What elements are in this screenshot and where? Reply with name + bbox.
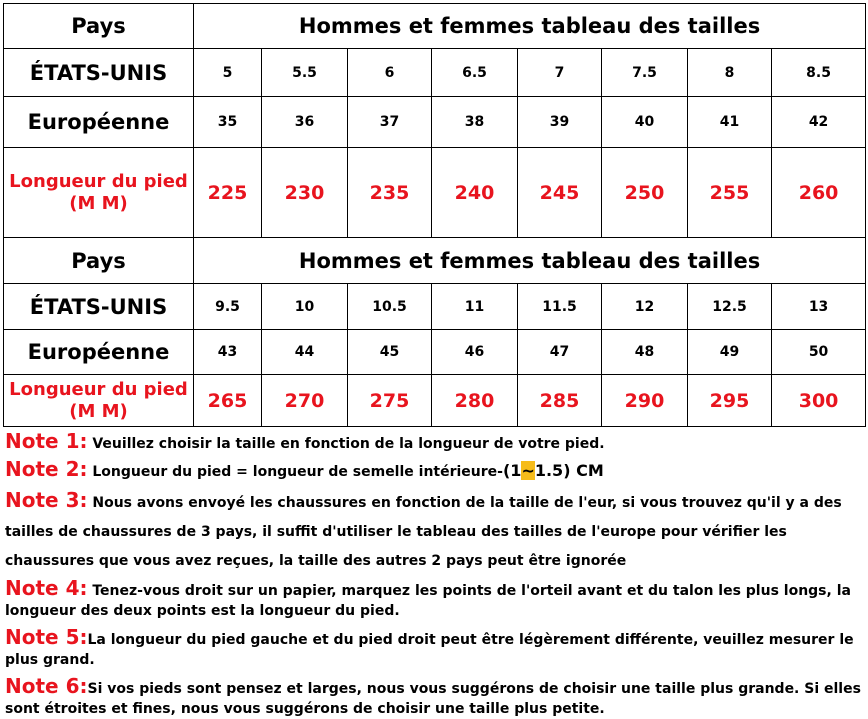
note-text: Longueur du pied = longueur de semelle intérieure-: [87, 464, 503, 480]
cell-us: 11: [432, 284, 518, 330]
cell-eu: 49: [688, 330, 772, 375]
cell-us: 12.5: [688, 284, 772, 330]
header-pays: Pays: [4, 238, 194, 284]
header-pays: Pays: [4, 4, 194, 49]
note-5: [5, 627, 863, 670]
note-tag: Note 1:: [5, 429, 88, 453]
cell-foot: 260: [772, 148, 866, 238]
note-6: [5, 676, 863, 719]
foot-length-label: Longueur du pied: [9, 170, 188, 192]
cell-eu: 43: [194, 330, 262, 375]
cell-foot: 255: [688, 148, 772, 238]
cell-foot: 250: [602, 148, 688, 238]
cell-us: 10.5: [348, 284, 432, 330]
cell-foot: 225: [194, 148, 262, 238]
note-range-open: (1: [502, 461, 522, 480]
cell-foot: 275: [348, 375, 432, 427]
cell-eu: 38: [432, 97, 518, 148]
row-label-us: ÉTATS-UNIS: [4, 284, 194, 330]
row-label-us: ÉTATS-UNIS: [4, 49, 194, 97]
cell-eu: 45: [348, 330, 432, 375]
row-label-eu: Européenne: [4, 330, 194, 375]
note-1: [5, 430, 863, 455]
note-3: [5, 486, 863, 576]
cell-foot: 270: [262, 375, 348, 427]
cell-us: 5: [194, 49, 262, 97]
note-tag: Note 3:: [5, 488, 88, 512]
cell-us: 10: [262, 284, 348, 330]
cell-us: 5.5: [262, 49, 348, 97]
cell-us: 12: [602, 284, 688, 330]
cell-foot: 290: [602, 375, 688, 427]
cell-us: 13: [772, 284, 866, 330]
notes-section: [5, 430, 863, 719]
cell-us: 8: [688, 49, 772, 97]
cell-foot: 295: [688, 375, 772, 427]
cell-foot: 230: [262, 148, 348, 238]
table-title: Hommes et femmes tableau des tailles: [194, 4, 866, 49]
table-title: Hommes et femmes tableau des tailles: [194, 238, 866, 284]
cell-foot: 300: [772, 375, 866, 427]
cell-us: 6: [348, 49, 432, 97]
note-text: Veuillez choisir la taille en fonction de la longueur de votre pied.: [87, 436, 605, 452]
cell-us: 7: [518, 49, 602, 97]
cell-us: 6.5: [432, 49, 518, 97]
cell-foot: 280: [432, 375, 518, 427]
cell-eu: 50: [772, 330, 866, 375]
cell-eu: 44: [262, 330, 348, 375]
cell-eu: 47: [518, 330, 602, 375]
note-text: Nous avons envoyé les chaussures en fonction de la taille de l'eur, si vous trouvez qu'il y a des tailles de chaussures de 3 pays, il suffit d'utiliser le tableau des tailles de l'europe pour vérifier les chaussures que vous avez reçues, la taille des autres 2 pays peut être ignorée: [5, 495, 842, 569]
cell-us: 8.5: [772, 49, 866, 97]
foot-length-label: Longueur du pied: [9, 378, 188, 400]
foot-length-unit: (M M): [69, 400, 128, 422]
note-4: [5, 578, 863, 621]
size-table-2: [3, 237, 866, 427]
foot-length-unit: (M M): [69, 192, 128, 214]
note-tag: Note 2:: [5, 457, 88, 481]
cell-foot: 245: [518, 148, 602, 238]
cell-us: 7.5: [602, 49, 688, 97]
row-label-eu: Européenne: [4, 97, 194, 148]
note-range-close: 1.5) CM: [534, 461, 604, 480]
cell-foot: 235: [348, 148, 432, 238]
cell-eu: 36: [262, 97, 348, 148]
note-text: Tenez-vous droit sur un papier, marquez les points de l'orteil avant et du talon les plus longs, la longueur des deux points est la longueur du pied.: [5, 583, 851, 619]
size-table-1: [3, 3, 866, 238]
cell-eu: 35: [194, 97, 262, 148]
cell-foot: 285: [518, 375, 602, 427]
cell-eu: 46: [432, 330, 518, 375]
cell-foot: 265: [194, 375, 262, 427]
note-tag: Note 4:: [5, 576, 88, 600]
cell-eu: 39: [518, 97, 602, 148]
cell-foot: 240: [432, 148, 518, 238]
cell-eu: 37: [348, 97, 432, 148]
cell-eu: 42: [772, 97, 866, 148]
note-text: La longueur du pied gauche et du pied droit peut être légèrement différente, veuillez mesurer le plus grand.: [5, 632, 854, 668]
note-tag: Note 6:: [5, 674, 88, 698]
note-range-tilde: ~: [521, 461, 535, 480]
cell-eu: 48: [602, 330, 688, 375]
cell-eu: 40: [602, 97, 688, 148]
note-tag: Note 5:: [5, 625, 88, 649]
cell-us: 11.5: [518, 284, 602, 330]
row-label-foot-length: [4, 375, 194, 427]
note-2: [5, 458, 863, 483]
note-text: Si vos pieds sont pensez et larges, nous vous suggérons de choisir une taille plus grande. Si elles sont étroites et fines, nous vous suggérons de choisir une taille plus petite.: [5, 681, 861, 717]
cell-us: 9.5: [194, 284, 262, 330]
row-label-foot-length: [4, 148, 194, 238]
cell-eu: 41: [688, 97, 772, 148]
